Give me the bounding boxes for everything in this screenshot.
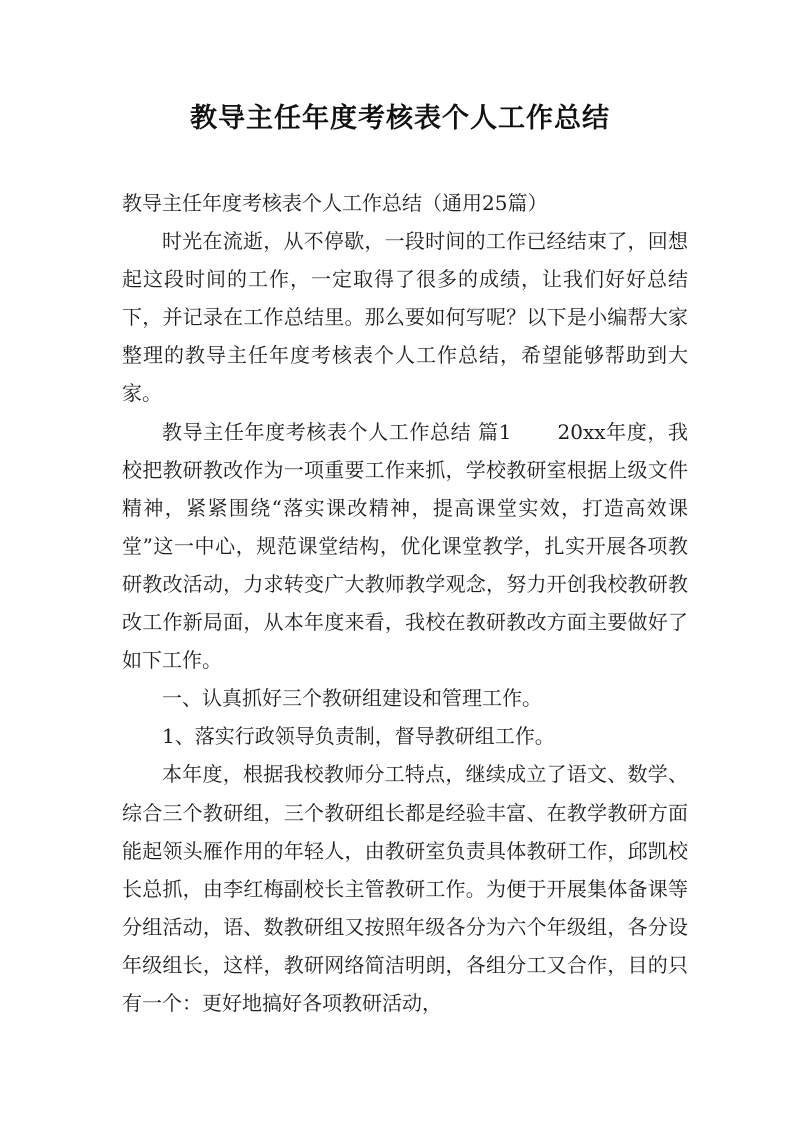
- article-heading: 教导主任年度考核表个人工作总结 篇1: [162, 419, 512, 444]
- body-paragraph-1: 本年度，根据我校教师分工特点，继续成立了语文、数学、综合三个教研组，三个教研组长都是经验丰富、在教学教研方面能起领头雁作用的年轻人，由教研室负责具体教研工作，邱凯校长总抓，由李红梅副校长主管教研工作。为便于开展集体备课等分组活动，语、数教研组又按照年级各分为六个年级组，各分设年级组长，这样，教研网络简洁明朗，各组分工又合作，目的只有一个：更好地搞好各项教研活动，: [122, 762, 688, 1015]
- document-subtitle: 教导主任年度考核表个人工作总结（通用25篇）: [122, 191, 548, 215]
- intro-paragraph: 时光在流逝，从不停歇，一段时间的工作已经结束了，回想起这段时间的工作，一定取得了很多的成绩，让我们好好总结下，并记录在工作总结里。那么要如何写呢？以下是小编帮大家整理的教导主任年度考核表个人工作总结，希望能够帮助到大家。: [122, 229, 688, 406]
- section-heading-1: 一、认真抓好三个教研组建设和管理工作。: [162, 686, 542, 711]
- document-title: 教导主任年度考核表个人工作总结: [190, 103, 610, 134]
- document-body: [122, 184, 688, 1022]
- section-heading-1-1: 1、落实行政领导负责制，督导教研组工作。: [162, 724, 555, 749]
- article-lead-text: 20xx年度，我校把教研教改作为一项重要工作来抓，学校教研室根据上级文件精神，紧紧围绕“落实课改精神，提高课堂实效，打造高效课堂”这一中心，规范课堂结构，优化课堂教学，扎实开展各项教研教改活动，力求转变广大教师教学观念，努力开创我校教研教改工作新局面，从本年度来看，我校在教研教改方面主要做好了如下工作。: [122, 419, 688, 673]
- article-lead-paragraph: [122, 413, 688, 680]
